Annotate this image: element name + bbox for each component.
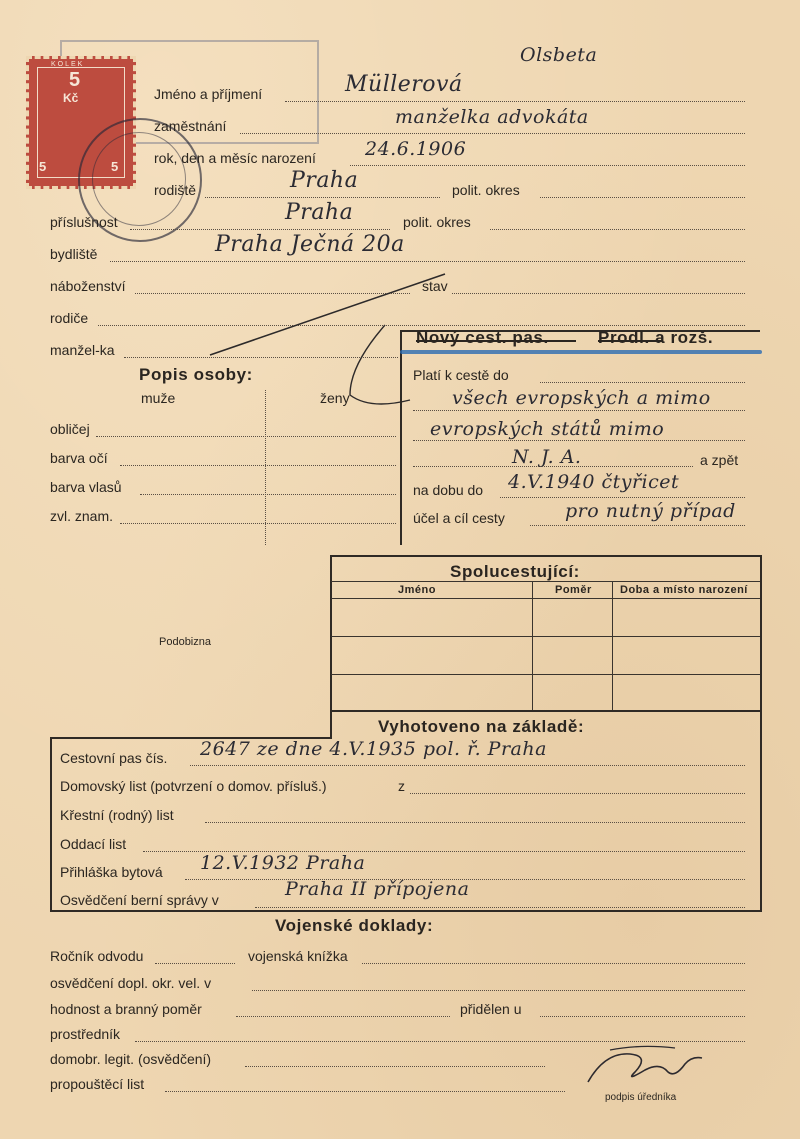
face-label: obličej (50, 421, 90, 437)
col-male-label: muže (141, 390, 176, 406)
homelist-label: Domovský list (potvrzení o domov. přísluš.) (60, 778, 327, 794)
military-book-label: vojenská knížka (248, 948, 348, 964)
purpose-value: pro nutný případ (565, 500, 736, 522)
military-year-label: Ročník odvodu (50, 948, 144, 964)
revenue-stamp-value: 5 (69, 69, 81, 91)
domicile-value: Praha (285, 200, 354, 225)
eyes-label: barva očí (50, 450, 108, 466)
military-legion-label: domobr. legit. (osvědčení) (50, 1051, 212, 1067)
valid-line1: všech evropských a mimo (452, 387, 711, 409)
and-back-label: a zpět (700, 452, 739, 468)
period-label: na dobu do (413, 482, 484, 498)
valid-line3: N. J. A. (512, 446, 582, 468)
official-signature (580, 1042, 710, 1092)
occupation-value: manželka advokáta (395, 106, 589, 128)
birth-value: 24.6.1906 (365, 138, 467, 160)
residence-label: bydliště (50, 246, 98, 262)
signature-label: podpis úředníka (605, 1092, 677, 1103)
name-value: Müllerová (345, 72, 463, 97)
district-label: polit. okres (452, 182, 520, 198)
period-value: 4.V.1940 čtyřicet (508, 471, 680, 493)
passport-title-new: Nový cest. pas. (416, 328, 549, 347)
passport-title-ext: Prodl. a rozš. (598, 328, 714, 347)
military-assigned-label: přidělen u (460, 1001, 522, 1017)
round-seal-inner (92, 132, 186, 226)
parents-label: rodiče (50, 310, 89, 326)
residence-value: Praha Ječná 20a (215, 232, 405, 257)
revenue-stamp-value-right: 5 (111, 159, 119, 174)
basis-passport-label: Cestovní pas čís. (60, 750, 168, 766)
spouse-label: manžel-ka (50, 342, 115, 358)
homelist-z: z (398, 778, 405, 794)
description-title: Popis osoby: (139, 365, 253, 384)
birthplace-value: Praha (290, 168, 359, 193)
marriage-label: Oddací list (60, 836, 127, 852)
military-cert-label: osvědčení dopl. okr. vel. v (50, 975, 212, 991)
tax-label: Osvědčení berní správy v (60, 892, 219, 908)
tax-value: Praha II přípojena (285, 878, 470, 900)
birthplace-label: rodiště (154, 182, 197, 198)
birth-label: rok, den a měsíc narození (154, 150, 316, 166)
domicile-label: příslušnost (50, 214, 118, 230)
status-label: stav (422, 278, 448, 294)
marks-label: zvl. znam. (50, 508, 114, 524)
blue-underline (400, 350, 762, 354)
valid-line2: evropských států mimo (430, 418, 665, 440)
military-intermediary-label: prostředník (50, 1026, 121, 1042)
purpose-label: účel a cíl cesty (413, 510, 505, 526)
photo-label: Podobizna (159, 636, 211, 648)
occupation-label: zaměstnání (154, 118, 227, 134)
basis-title: Vyhotoveno na základě: (378, 717, 585, 736)
valid-label: Platí k cestě do (413, 367, 509, 383)
district2-label: polit. okres (403, 214, 471, 230)
military-rank-label: hodnost a branný poměr (50, 1001, 202, 1017)
military-discharge-label: propouštěcí list (50, 1076, 145, 1092)
col-birth-header: Doba a místo narození (620, 584, 748, 596)
military-title: Vojenské doklady: (275, 916, 434, 935)
basis-passport-value: 2647 ze dne 4.V.1935 pol. ř. Praha (200, 738, 547, 760)
companions-title: Spolucestující: (450, 562, 580, 581)
col-relation-header: Poměr (555, 584, 592, 596)
hair-label: barva vlasů (50, 479, 122, 495)
col-name-header: Jméno (398, 584, 436, 596)
name-label: Jméno a příjmení (154, 86, 263, 102)
revenue-stamp-value-left: 5 (39, 159, 47, 174)
col-female-label: ženy (320, 390, 350, 406)
residence-reg-label: Přihláška bytová (60, 864, 163, 880)
residence-reg-value: 12.V.1932 Praha (200, 852, 366, 874)
baptism-label: Křestní (rodný) list (60, 807, 174, 823)
religion-label: náboženství (50, 278, 126, 294)
revenue-stamp-word: KOLEK (51, 61, 85, 68)
name-note: Olsbeta (520, 44, 598, 66)
revenue-stamp-currency: Kč (63, 91, 79, 105)
